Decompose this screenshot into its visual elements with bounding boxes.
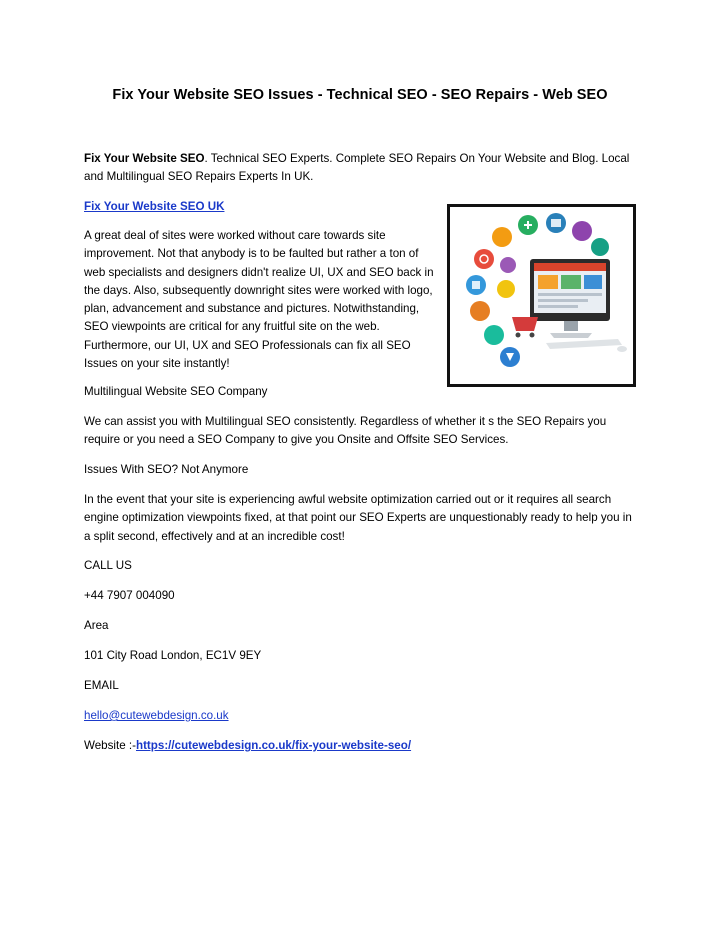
website-label: Website :-: [84, 739, 136, 752]
seo-monitor-illustration: [450, 207, 633, 384]
issues-heading: Issues With SEO? Not Anymore: [84, 463, 249, 476]
phone-number: +44 7907 004090: [84, 589, 175, 602]
call-us-label: CALL US: [84, 559, 132, 572]
website-row: [84, 737, 411, 755]
address: 101 City Road London, EC1V 9EY: [84, 649, 262, 662]
area-label: Area: [84, 619, 109, 632]
website-url-link[interactable]: https://cutewebdesign.co.uk/fix-your-website-seo/: [135, 739, 412, 752]
paragraph-3: In the event that your site is experiencing awful website optimization carried out or it requires all search engine optimization viewpoints fixed, at that point our SEO Experts are unquestionably ready to help you in a split second, effectively and at an incredible cost!: [84, 493, 632, 543]
intro-bold: Fix Your Website SEO: [84, 152, 205, 165]
email-row: [84, 707, 229, 725]
seo-illustration-frame: [447, 204, 636, 387]
paragraph-1: A great deal of sites were worked without care towards site improvement. Not that anybody is to be faulted but rather a ton of web specialists and designers didn't realize UI, UX and SEO back in the days. Also, subsequently downright sites were worked with logo, plan, advancement and substance and pictures. Notwithstanding, SEO viewpoints are critical for any fruitful site on the web. Furthermore, our UI, UX and SEO Professionals can fix all SEO Issues on your site instantly!: [84, 229, 434, 371]
page-title: Fix Your Website SEO Issues - Technical SEO - SEO Repairs - Web SEO: [112, 87, 608, 103]
email-link[interactable]: hello@cutewebdesign.co.uk: [84, 709, 229, 722]
fix-website-seo-uk-link[interactable]: Fix Your Website SEO UK: [84, 200, 225, 213]
intro-text: . Technical SEO Experts. Complete SEO Repairs On Your Website and Blog. Local and Multilingual SEO Repairs Experts In UK.: [84, 152, 630, 184]
multilingual-heading: Multilingual Website SEO Company: [84, 385, 268, 398]
email-label: EMAIL: [84, 679, 119, 692]
link-heading-row: [84, 198, 224, 216]
paragraph-2: We can assist you with Multilingual SEO consistently. Regardless of whether it s the SEO Repairs you require or you need a SEO Company to give you Onsite and Offsite SEO Services.: [84, 415, 607, 447]
intro-paragraph: [84, 150, 640, 187]
